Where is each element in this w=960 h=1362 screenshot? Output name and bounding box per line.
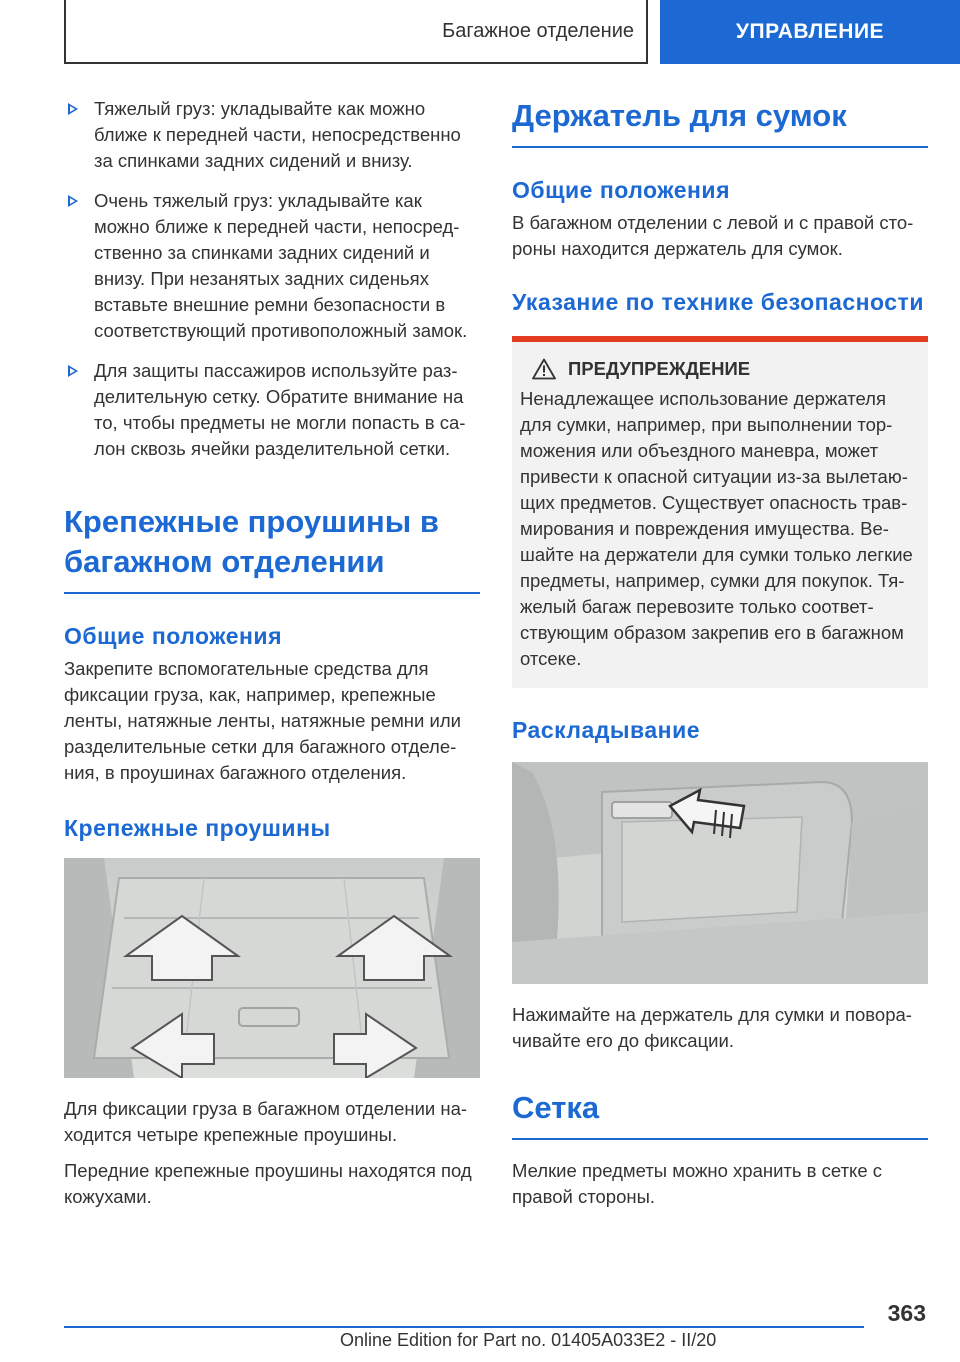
header-chapter-tab[interactable]	[660, 0, 960, 64]
warning-box	[512, 336, 928, 688]
paragraph-general-right: В багажном отделении с левой и с правой стороны находится держатель для сумок.	[512, 212, 914, 259]
warning-title-row	[520, 358, 920, 380]
paragraph-eyelets-front: Передние крепежные проушины находятся под кожухами.	[64, 1160, 472, 1207]
triangle-bullet-icon	[68, 103, 78, 115]
triangle-bullet-icon	[68, 195, 78, 207]
heading-eyelets: Крепежные проушины	[64, 815, 331, 841]
paragraph-general: Закрепите вспомогательные средства для фиксации груза, как, например, крепежные ленты, натяжные ленты, натяжные ремни или разделительные сетки для багажного отделения, в проушинах багажного отделения.	[64, 658, 461, 783]
right-column	[512, 96, 928, 1210]
trunk-eyelets-image	[64, 858, 480, 1078]
heading-net: Сетка	[512, 1088, 928, 1140]
list-item: Очень тяжелый груз: укладывайте как можно ближе к передней части, непосредственно за спинками задних сидений и внизу. При незанятых задних сиденьях вставьте внешние ремни безопасности в соответствующий противоположный замок.	[64, 188, 480, 344]
heading-eyelets-section: Крепежные проушины в багажном отделении	[64, 502, 480, 594]
bag-holder-image	[512, 762, 928, 984]
left-column	[64, 96, 480, 1210]
header-section-title	[64, 0, 648, 64]
heading-safety: Указание по технике безопасности	[512, 289, 924, 315]
chapter-title: УПРАВЛЕНИЕ	[735, 20, 885, 43]
page-number: 363	[887, 1300, 926, 1326]
warning-text: Ненадлежащее использование держателя для сумки, например, при выполнении торможения или объездного маневра, может привести к опасной ситуации из-за вылетающих предметов. Существует опасность травмирования и повреждения имущества. Вешайте на держатели для сумки только легкие предметы, например, сумки для покупок. Тяжелый багаж перевозите только соответствующим образом закрепив его в багажном отсеке.	[520, 388, 913, 669]
bullet-list	[64, 96, 480, 462]
paragraph-eyelets-count: Для фиксации груза в багажном отделении находится четыре крепежные проушины.	[64, 1098, 468, 1145]
heading-general: Общие положения	[64, 623, 282, 649]
warning-triangle-icon	[532, 358, 556, 380]
heading-bag-holder: Держатель для сумок	[512, 96, 928, 148]
list-item: Для защиты пассажиров используйте разделительную сетку. Обратите внимание на то, чтобы предметы не могли попасть в салон сквозь ячейки разделительной сетки.	[64, 358, 480, 462]
footer-divider	[64, 1326, 864, 1328]
list-item: Тяжелый груз: укладывайте как можно ближе к передней части, непосредственно за спинками задних сидений и внизу.	[64, 96, 480, 174]
heading-unfold: Раскладывание	[512, 717, 701, 743]
footer-edition: Online Edition for Part no. 01405A033E2 - II/20	[340, 1330, 717, 1350]
paragraph-unfold: Нажимайте на держатель для сумки и поворачивайте его до фиксации.	[512, 1004, 912, 1051]
paragraph-net: Мелкие предметы можно хранить в сетке с правой стороны.	[512, 1160, 883, 1207]
warning-title: ПРЕДУПРЕЖДЕНИЕ	[568, 358, 751, 379]
section-title: Багажное отделение	[442, 19, 634, 42]
heading-general-right: Общие положения	[512, 177, 730, 203]
triangle-bullet-icon	[68, 365, 78, 377]
